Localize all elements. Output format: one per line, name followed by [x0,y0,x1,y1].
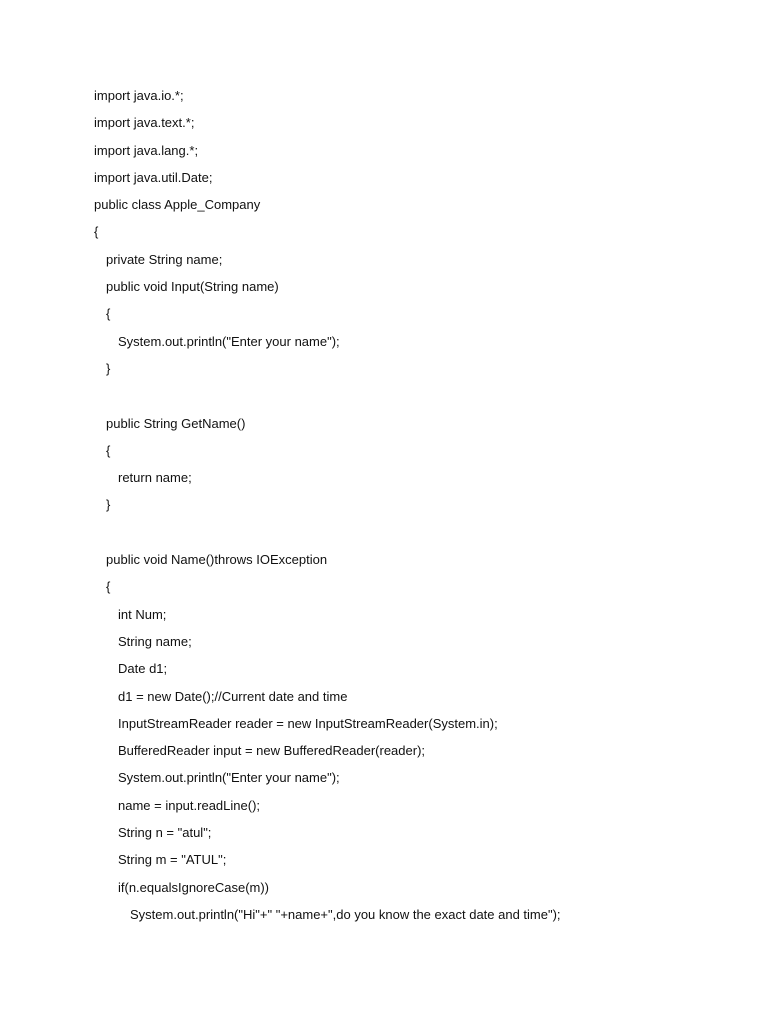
code-line: return name; [118,470,192,486]
code-line: { [94,224,99,240]
code-line: d1 = new Date();//Current date and time [118,688,348,704]
code-line: System.out.println("Enter your name"); [118,333,340,349]
code-line: System.out.println("Enter your name"); [118,770,340,786]
code-line: { [106,306,111,322]
code-line: public String GetName() [106,415,246,431]
code-line: private String name; [106,251,223,267]
code-line: String n = "atul"; [118,825,212,841]
code-line: System.out.println("Hi"+" "+name+",do you know the exact date and time"); [130,906,561,922]
blank-line [94,385,561,412]
code-line: import java.util.Date; [94,169,213,185]
code-line: { [106,579,111,595]
code-line: } [106,360,111,376]
code-line: int Num; [118,606,167,622]
code-line: String name; [118,633,192,649]
blank-line [94,522,561,549]
code-listing [94,85,561,931]
code-line: import java.text.*; [94,115,195,131]
code-line: import java.lang.*; [94,142,199,158]
code-line: } [106,497,111,513]
code-line: InputStreamReader reader = new InputStreamReader(System.in); [118,715,498,731]
code-line: name = input.readLine(); [118,797,261,813]
code-line: Date d1; [118,661,168,677]
code-line: BufferedReader input = new BufferedReader(reader); [118,743,426,759]
code-line: import java.io.*; [94,88,184,103]
code-line: public void Input(String name) [106,279,279,295]
code-line: public void Name()throws IOException [106,552,328,568]
code-line: { [106,442,111,458]
code-line: if(n.equalsIgnoreCase(m)) [118,879,270,895]
code-line: public class Apple_Company [94,197,261,213]
code-line: String m = "ATUL"; [118,852,227,868]
